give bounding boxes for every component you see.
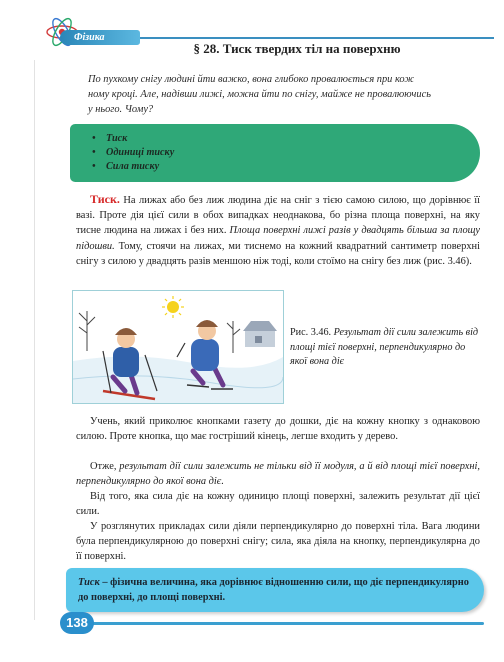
key-term: • Сила тиску (106, 160, 480, 174)
paragraph-pushpins (76, 414, 480, 444)
section-title: § 28. Тиск твердих тіл на поверхню (193, 41, 401, 56)
intro-question (88, 72, 480, 117)
key-terms-list (70, 124, 480, 174)
subject-tab: Фізика (60, 30, 140, 45)
paragraph-italic: Площа поверхні лижі разів у двадцять більша за площу підошви. (76, 225, 480, 252)
key-term: • Тиск (106, 132, 480, 146)
paragraph-pressure (76, 192, 480, 269)
paragraph-text: У розглянутих прикладах сили діяли перпендикулярно до поверхні тіла. Вага людини була перпендикулярною до поверхні снігу; сила, яка діяла на кнопку, перпендикулярна до її поверхні. (76, 521, 480, 563)
paragraph-text: Учень, який приколює кнопками газету до дошки, діє на кожну кнопку з однаковою силою. Проте кнопка, що має гостріший кінець, легше входить у дерево. (76, 416, 480, 443)
paragraph-perpendicular (76, 519, 480, 565)
intro-line-2: ному кроці. Але, надівши лижі, можна йти по снігу, майже не провалюючись (88, 89, 431, 100)
skiers-icon (73, 291, 283, 403)
figure-caption-text: Результат дії сили залежить від площі тієї поверхні, перпендикулярно до якої вона діє (290, 327, 479, 367)
key-term: • Одиниці тиску (106, 146, 480, 160)
figure-caption (290, 326, 480, 370)
figure-skiers-illustration (72, 290, 284, 404)
definition-text (78, 575, 470, 605)
figure-label: Рис. 3.46. (290, 327, 332, 338)
footer-rule (86, 622, 484, 625)
paragraph-unit-area (76, 489, 480, 519)
paragraph-text: Від того, яка сила діє на кожну одиницю площі поверхні, залежить результат дії цієї сили. (76, 491, 480, 518)
definition-body: – фізична величина, яка дорівнює відношенню сили, що діє перпендикулярно до поверхні, до площі поверхні. (78, 577, 469, 603)
intro-line-1: По пухкому снігу людині йти важко, вона глибоко провалюється при кож (88, 74, 415, 85)
paragraph-conclusion (76, 459, 480, 489)
paragraph-italic: результат дії сили залежить не тільки від її модуля, а й від площі тієї поверхні, перпендикулярно до якої вона діє. (76, 461, 480, 488)
term-pressure: Тиск. (90, 192, 120, 206)
intro-line-3: у нього. Чому? (88, 104, 154, 115)
paragraph-text: Отже, (90, 461, 117, 472)
margin-line (34, 60, 35, 620)
definition-term: Тиск (78, 577, 100, 588)
page-number-badge (60, 612, 94, 634)
key-terms-box (70, 124, 480, 182)
paragraph-text: На лижах або без лиж людина діє на сніг з тією самою силою, що дорівнює її вазі. Проте дія цієї сили в обох випадках неоднакова, бо різна площа поверхні, на яку тисне людина на лижах і без них. (76, 195, 480, 237)
paragraph-text: Тому, стоячи на лижах, ми тиснемо на кожний квадратний сантиметр поверхні снігу з силою у двадцять разів меншою ніж тоді, коли стоїмо на снігу без лиж (рис. 3.46). (76, 240, 480, 267)
page-number: 138 (60, 612, 94, 634)
definition-box (66, 568, 484, 612)
